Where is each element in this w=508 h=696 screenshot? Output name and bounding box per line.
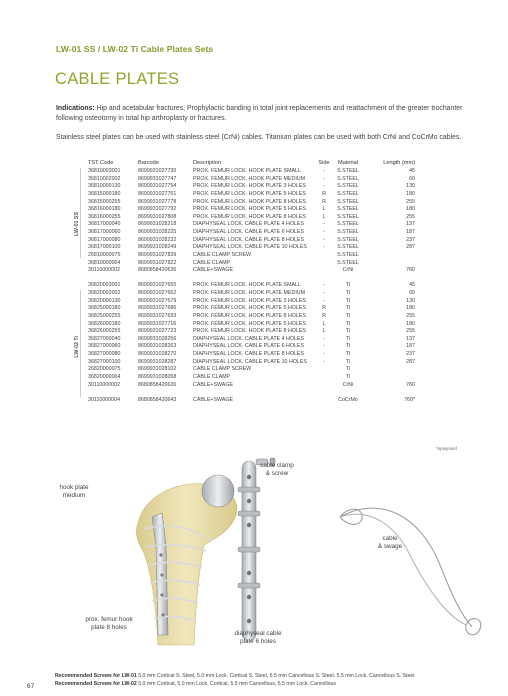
- cell-material: S.STEEL: [337, 251, 359, 258]
- cell-side: L: [322, 213, 326, 220]
- table-row: [88, 336, 415, 344]
- table-row: [88, 366, 415, 374]
- femur-with-plate: [136, 475, 236, 645]
- cell-barcode: 8699931027792: [138, 206, 177, 213]
- cell-material: S.STEEL: [337, 198, 359, 205]
- cell-barcode: 8699931027655: [138, 282, 177, 289]
- cell-barcode: 8699931028249: [138, 244, 177, 251]
- cell-code: 36817000040: [88, 221, 121, 228]
- cell-side: R: [322, 305, 326, 312]
- cell-side: -: [323, 297, 325, 304]
- cell-barcode: 8699931027662: [138, 290, 177, 296]
- cell-material: S.STEEL: [337, 244, 359, 251]
- cell-code: 30110000002: [88, 267, 121, 274]
- ti-table-body: [88, 282, 415, 389]
- label-cable-swage: [372, 535, 408, 551]
- cell-length: 255: [406, 213, 415, 220]
- table-row: [88, 282, 415, 290]
- cell-length: 130: [406, 297, 415, 304]
- cell-side: -: [323, 175, 325, 182]
- cell-length: [365, 366, 415, 374]
- cell-material: Ti: [345, 335, 351, 342]
- table-row: [88, 176, 415, 184]
- cell-material: S.STEEL: [337, 221, 359, 228]
- label-cable-swage-line2: & swage: [377, 543, 403, 550]
- cell-length: 45: [409, 168, 415, 174]
- cell-barcode: 8699931027679: [138, 297, 177, 304]
- cell-code: 36825000255: [88, 312, 121, 319]
- cell-length: 180: [406, 320, 415, 327]
- cell-side: -: [323, 290, 325, 296]
- table-row: [88, 298, 415, 306]
- cell-material: S.STEEL: [337, 236, 359, 243]
- cell-code: 36816000255: [88, 213, 121, 220]
- cell-side: L: [322, 328, 326, 335]
- cell-material: S.STEEL: [337, 259, 359, 266]
- table-row: [88, 351, 415, 359]
- cell-description: CABLE+SWAGE: [193, 396, 233, 403]
- cell-length: 180: [406, 206, 415, 213]
- cell-length: 760: [406, 267, 415, 274]
- cell-length: 237: [406, 236, 415, 243]
- cell-length: 255: [406, 328, 415, 335]
- header-code: TST Code: [88, 159, 114, 166]
- label-hook-plate-line2: medium: [62, 492, 86, 499]
- header-side: Side: [318, 159, 330, 166]
- table-row: [88, 168, 415, 176]
- cell-length: 180: [406, 305, 415, 312]
- header-material: Material: [338, 159, 358, 166]
- table-row: [88, 206, 415, 214]
- cell-barcode: 8680858420636: [138, 381, 177, 388]
- cell-length: 130: [406, 183, 415, 190]
- cell-barcode: 8699931028225: [138, 229, 177, 235]
- optional-note: *opsiyonel: [436, 446, 457, 451]
- label-prox-femur: [76, 616, 142, 632]
- table-row: [88, 244, 415, 252]
- cell-description: DIAPHYSEAL LOCK. CABLE PLATE 8 HOLES: [193, 236, 304, 243]
- cell-length: 237: [406, 351, 415, 357]
- label-prox-femur-line2: plate 8 holes: [91, 624, 127, 631]
- cell-length: 60: [409, 175, 415, 182]
- cell-material: Ti: [345, 290, 351, 296]
- cell-barcode: 8699931027716: [138, 320, 177, 327]
- cell-barcode: 8699931027761: [138, 190, 177, 197]
- cell-barcode: 8699931028256: [138, 335, 177, 342]
- cell-barcode: 8699931027822: [138, 259, 177, 266]
- cell-material: S.STEEL: [337, 190, 359, 197]
- table-row: [88, 305, 415, 313]
- cell-description: PROX. FEMUR LOCK. HOOK PLATE 8 HOLES: [193, 213, 306, 220]
- cell-side: -: [323, 168, 325, 174]
- cell-length: 187: [406, 229, 415, 235]
- cell-code: 30110000002: [88, 381, 121, 388]
- table-row: [88, 221, 415, 229]
- label-cable-clamp-line1: cable clamp: [260, 462, 294, 469]
- cell-side: -: [323, 282, 325, 289]
- table-row: [88, 290, 415, 298]
- label-prox-femur-line1: prox. femur hook: [85, 616, 133, 623]
- table-row: [88, 328, 415, 336]
- cell-side: R: [322, 198, 326, 205]
- ss-table-body: [88, 168, 415, 275]
- cell-side: [317, 260, 331, 268]
- indications-label: Indications:: [56, 105, 95, 112]
- cell-material: CrNi: [342, 267, 354, 274]
- table-row: [88, 183, 415, 191]
- table-row: [88, 397, 415, 405]
- cell-side: -: [323, 183, 325, 190]
- ti-section-rule: [80, 290, 81, 397]
- cell-side: [317, 252, 331, 260]
- cell-side: [317, 366, 331, 374]
- cell-code: 36820002002: [88, 290, 121, 296]
- extra-table-body: [88, 397, 415, 405]
- cell-material: S.STEEL: [337, 213, 359, 220]
- label-diaphyseal-line1: diaphyseal cable: [234, 630, 282, 637]
- cell-length: 287: [406, 244, 415, 251]
- cell-material: S.STEEL: [337, 168, 359, 174]
- table-spacer-2: [88, 389, 415, 397]
- cell-barcode: 8699931027808: [138, 213, 177, 220]
- cell-material: Ti: [345, 312, 351, 319]
- cell-length: [365, 252, 415, 260]
- label-diaphyseal-line2: plate 6 holes: [240, 638, 276, 645]
- table-row: [88, 267, 415, 275]
- cell-barcode: 8699931027778: [138, 198, 177, 205]
- cell-code: 36820003001: [88, 282, 121, 289]
- cell-side: -: [323, 244, 325, 251]
- cell-description: PROX. FEMUR LOCK. HOOK PLATE 5 HOLES: [193, 320, 306, 327]
- cell-barcode: 8699931028270: [138, 351, 177, 357]
- cell-description: PROX. FEMUR LOCK. HOOK PLATE 8 HOLES: [193, 328, 306, 335]
- cell-material: S.STEEL: [337, 229, 359, 235]
- cell-length: 187: [406, 343, 415, 350]
- cell-description: CABLE+SWAGE: [193, 267, 233, 274]
- cell-code: 36810002002: [88, 175, 121, 182]
- label-cable-clamp-line2: & screw: [265, 470, 289, 477]
- indications-text: Hip and acetabular fractures, Prophylactic banding in total joint replacements and reattachment of the greater trochanter following osteotomy in total hip arthroplasty or fractures.: [56, 105, 463, 122]
- product-table: [88, 159, 415, 404]
- diaphyseal-plate: [238, 461, 260, 641]
- cell-description: CABLE CLAMP: [193, 373, 231, 380]
- femoral-head: [202, 475, 234, 507]
- table-row: [88, 313, 415, 321]
- ss-section-rule: [80, 168, 81, 258]
- cell-barcode: 8699931027754: [138, 183, 177, 190]
- cell-side: [317, 267, 331, 275]
- cell-barcode: 8680858420643: [138, 396, 177, 403]
- cell-description: PROX. FEMUR LOCK. HOOK PLATE SMALL: [193, 282, 301, 289]
- cell-side: -: [323, 358, 325, 365]
- cell-code: 36810000004: [88, 259, 121, 266]
- cell-material: Ti: [345, 366, 351, 373]
- cell-description: CABLE+SWAGE: [193, 381, 233, 388]
- cell-material: Ti: [345, 282, 351, 289]
- cell-length: 60: [409, 290, 415, 296]
- header-description: Description: [193, 159, 221, 166]
- cell-barcode: 8699931028232: [138, 236, 177, 243]
- footer-screws-lw02: [55, 681, 336, 687]
- cell-description: PROX. FEMUR LOCK. HOOK PLATE 5 HOLES: [193, 206, 306, 213]
- table-row: [88, 214, 415, 222]
- table-row: [88, 199, 415, 207]
- table-row: [88, 191, 415, 199]
- cell-length: 255: [406, 312, 415, 319]
- header-barcode: Barcode: [138, 159, 159, 166]
- cell-description: PROX. FEMUR LOCK. HOOK PLATE MEDIUM: [193, 175, 306, 182]
- table-row: [88, 321, 415, 329]
- cell-side: R: [322, 190, 326, 197]
- cell-side: L: [322, 320, 326, 327]
- table-row: [88, 343, 415, 351]
- cell-length: 760*: [404, 396, 415, 403]
- cell-code: 36826000255: [88, 328, 121, 335]
- cell-barcode: 8699931027686: [138, 305, 177, 312]
- cell-barcode: 8680858420636: [138, 267, 177, 274]
- cell-code: 36817000060: [88, 229, 121, 235]
- table-spacer: [88, 275, 415, 283]
- cell-material: S.STEEL: [337, 175, 359, 182]
- page-number: 67: [27, 683, 35, 690]
- cell-material: Ti: [345, 297, 351, 304]
- cell-description: CABLE CLAMP SCREW: [193, 251, 252, 258]
- footer-screws-lw01: [55, 673, 414, 679]
- footer-lw01-label: Recommended Screws for LW-01: [55, 673, 137, 679]
- cell-length: 760: [406, 381, 415, 388]
- cell-barcode: 8699931027693: [138, 312, 177, 319]
- cell-code: 36825000180: [88, 305, 121, 312]
- table-row: [88, 252, 415, 260]
- cell-code: 26810000075: [88, 251, 121, 258]
- cell-side: [317, 397, 331, 405]
- cell-description: DIAPHYSEAL LOCK. CABLE PLATE 4 HOLES: [193, 221, 304, 228]
- table-row: [88, 382, 415, 390]
- cell-description: DIAPHYSEAL LOCK. CABLE PLATE 10 HOLES: [193, 358, 307, 365]
- cell-side: -: [323, 335, 325, 342]
- cell-description: PROX. FEMUR LOCK. HOOK PLATE MEDIUM: [193, 290, 306, 296]
- page-title: CABLE PLATES: [55, 70, 180, 88]
- cell-description: DIAPHYSEAL LOCK. CABLE PLATE 8 HOLES: [193, 351, 304, 357]
- cell-code: 36827000060: [88, 343, 121, 350]
- cell-length: 137: [406, 221, 415, 228]
- cell-description: DIAPHYSEAL LOCK. CABLE PLATE 6 HOLES: [193, 229, 304, 235]
- cell-code: 36815000255: [88, 198, 121, 205]
- cell-material: Ti: [345, 343, 351, 350]
- cable-with-swage: [340, 508, 481, 635]
- table-row: [88, 359, 415, 367]
- table-row: [88, 374, 415, 382]
- cell-code: 36816000180: [88, 206, 121, 213]
- cell-description: CABLE CLAMP SCREW: [193, 366, 252, 373]
- cell-length: 255: [406, 198, 415, 205]
- cell-code: 36810003001: [88, 168, 121, 174]
- cell-length: 287: [406, 358, 415, 365]
- cell-material: S.STEEL: [337, 206, 359, 213]
- cell-code: 36810000130: [88, 183, 121, 190]
- cell-barcode: 8699931028058: [138, 373, 177, 380]
- cell-description: DIAPHYSEAL LOCK. CABLE PLATE 4 HOLES: [193, 335, 304, 342]
- cell-description: DIAPHYSEAL LOCK. CABLE PLATE 10 HOLES: [193, 244, 307, 251]
- cell-side: L: [322, 206, 326, 213]
- cell-side: -: [323, 221, 325, 228]
- cell-side: [317, 374, 331, 382]
- cell-material: Ti: [345, 358, 351, 365]
- cell-code: 36815000180: [88, 190, 121, 197]
- cell-length: 180: [406, 190, 415, 197]
- cell-material: S.STEEL: [337, 183, 359, 190]
- cell-description: DIAPHYSEAL LOCK. CABLE PLATE 6 HOLES: [193, 343, 304, 350]
- table-row: [88, 260, 415, 268]
- footer-lw01-text: 5.0 mm Cortical S. Steel, 5.0 mm Lock. Cortical S. Steel, 5.5 mm Cancellous S. Steel, 5.5 mm Lock. Cancellous S. Steel: [136, 673, 415, 679]
- cell-code: 36820000130: [88, 297, 121, 304]
- cell-length: 45: [409, 282, 415, 289]
- cell-code: 36817000100: [88, 244, 121, 251]
- cell-description: PROX. FEMUR LOCK. HOOK PLATE SMALL: [193, 168, 301, 174]
- cell-barcode: 8699931028263: [138, 343, 177, 350]
- cell-description: PROX. FEMUR LOCK. HOOK PLATE 3 HOLES: [193, 297, 306, 304]
- label-cable-swage-line1: cable: [382, 535, 398, 542]
- indications-paragraph: [56, 104, 476, 124]
- cell-length: [365, 374, 415, 382]
- cell-material: Ti: [345, 320, 351, 327]
- cell-code: 36827000100: [88, 358, 121, 365]
- footer-lw02-label: Recommended Screws for LW-02: [55, 681, 137, 687]
- cell-code: 36826000180: [88, 320, 121, 327]
- cell-side: [317, 382, 331, 390]
- footer-lw02-text: 5.0 mm Cortical, 5.0 mm Lock. Cortical, 5.5 mm Cancellous, 5.5 mm Lock. Cancellous: [136, 681, 336, 687]
- cell-barcode: 8699931027747: [138, 175, 177, 182]
- cell-barcode: 8699931028287: [138, 358, 177, 365]
- cell-code: 36817000080: [88, 236, 121, 243]
- cell-material: Ti: [345, 328, 351, 335]
- label-diaphyseal: [226, 630, 290, 646]
- cell-barcode: 8699931027839: [138, 251, 177, 258]
- cell-length: [365, 260, 415, 268]
- table-row: [88, 229, 415, 237]
- table-row: [88, 237, 415, 245]
- cell-material: Ti: [345, 305, 351, 312]
- cell-side: -: [323, 236, 325, 243]
- cell-code: 36820000004: [88, 373, 121, 380]
- cell-barcode: 8699931028218: [138, 221, 177, 228]
- cell-description: PROX. FEMUR LOCK. HOOK PLATE 5 HOLES: [193, 190, 306, 197]
- cell-barcode: 8699931027723: [138, 328, 177, 335]
- ss-section-label: LW-01 SS: [74, 212, 80, 237]
- cell-code: 36827000040: [88, 335, 121, 342]
- cell-code: 26820000075: [88, 366, 121, 373]
- cell-code: 30110000004: [88, 396, 121, 403]
- cell-length: 137: [406, 335, 415, 342]
- label-cable-clamp: [254, 462, 300, 478]
- cell-code: 36827000080: [88, 351, 121, 357]
- cell-barcode: 8699931027730: [138, 168, 177, 174]
- label-hook-plate-line1: hook plate: [59, 484, 89, 491]
- header-length: Length (mm): [383, 159, 415, 166]
- ti-section-label: LW-02 Ti: [74, 336, 80, 358]
- cell-material: Ti: [345, 373, 351, 380]
- compatibility-note: Stainless steel plates can be used with stainless steel (CrNi) cables. Titanium plates can be used with both CrNi and CoCrMo cables.: [56, 134, 462, 141]
- cell-side: R: [322, 312, 326, 319]
- cell-side: -: [323, 351, 325, 357]
- cell-description: PROX. FEMUR LOCK. HOOK PLATE 3 HOLES: [193, 183, 306, 190]
- table-header-row: [88, 159, 415, 168]
- cell-description: CABLE CLAMP: [193, 259, 231, 266]
- label-hook-plate: [56, 484, 92, 500]
- cell-description: PROX. FEMUR LOCK. HOOK PLATE 8 HOLES: [193, 198, 306, 205]
- series-title: LW-01 SS / LW-02 Ti Cable Plates Sets: [56, 44, 214, 54]
- cell-description: PROX. FEMUR LOCK. HOOK PLATE 8 HOLES: [193, 312, 306, 319]
- cell-material: CoCrMo: [338, 396, 358, 403]
- cell-material: Ti: [345, 351, 351, 357]
- cell-side: -: [323, 229, 325, 235]
- cell-description: PROX. FEMUR LOCK. HOOK PLATE 5 HOLES: [193, 305, 306, 312]
- cell-barcode: 8699931028102: [138, 366, 177, 373]
- cell-side: -: [323, 343, 325, 350]
- cell-material: CrNi: [342, 381, 354, 388]
